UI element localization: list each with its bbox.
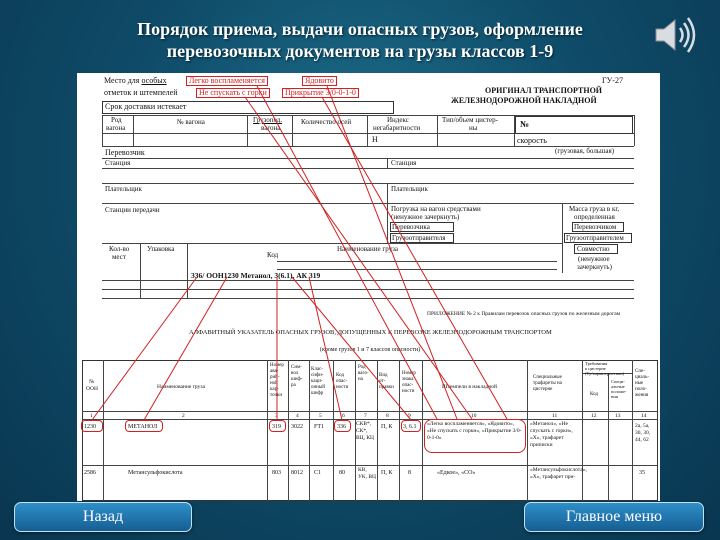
loading-shipper: Грузоотправителя (392, 234, 446, 242)
stamp-flammable: Легко воспламеняется (186, 76, 268, 86)
mass-label-2: определенная (574, 213, 615, 221)
h-etsng-2: вол (291, 371, 299, 376)
delivery-term: Срок доставки истекает (105, 102, 187, 111)
col-num: 11 (552, 413, 558, 419)
col-num: 6 (342, 413, 345, 419)
h-pieces-2: мест (112, 253, 126, 261)
h-etsng-1: Сим- (291, 365, 302, 370)
cell-stencils: «Метанол», «Не спускать с горки», «Х», трафарет приписки (530, 421, 573, 448)
h-special-3: ные (635, 381, 644, 386)
col-num: 4 (296, 413, 299, 419)
h-tank-req-2: к цистерне (585, 366, 606, 371)
h-tank-2: ны (469, 124, 478, 132)
cell-emergency: 803 (272, 470, 281, 476)
col-num: 12 (591, 413, 597, 419)
place-label-2: отметок и штемпелей (104, 88, 178, 97)
cell-special: 2а, 5а, 30, 30, 44, 62 (635, 423, 651, 443)
h-cartype-3: на (358, 377, 363, 382)
h-class-5: шифр (311, 391, 324, 396)
main-menu-button[interactable]: Главное меню (524, 502, 704, 532)
h-emergency-6: точки (270, 393, 283, 398)
h-tank-1: Тип/объем цистер- (442, 116, 498, 124)
h-hazard-1: Код (336, 373, 344, 378)
h-class-4: онный (311, 385, 325, 390)
h-emergency-1: Номер (270, 363, 284, 368)
station-1: Станция (105, 159, 131, 167)
loading-label-2: (ненужное зачеркнуть) (391, 213, 460, 221)
col-num: 5 (319, 413, 322, 419)
h-capacity-1: Грузопод. (253, 116, 283, 124)
col-num: 13 (615, 413, 621, 419)
cell-emergency: 319 (272, 424, 281, 430)
stamp-no-hump: Не спускать с горки (196, 88, 270, 98)
slide-title-line-2: перевозочных документов на грузы классов 1-9 (166, 41, 554, 61)
h-class-2: сифи- (311, 373, 324, 378)
h-un-2: ООН (86, 386, 98, 392)
h-stencils-2: трафареты на (533, 381, 562, 386)
cell-stencils: «Метансульфокислота», «Х», трафарет при- (530, 467, 587, 480)
station-2: Станция (391, 159, 417, 167)
h-tank-special-3: положе- (611, 389, 627, 394)
h-tank-special-1: Специ- (611, 379, 625, 384)
payer-1: Плательщик (105, 185, 142, 193)
h-cover-3: опас- (402, 383, 414, 388)
cell-name: МЕТАНОЛ (128, 424, 158, 430)
h-capacity-2: вагона (261, 124, 281, 132)
cell-sign: 3, 6.1 (403, 424, 417, 430)
appendix-title: АЛФАВИТНЫЙ УКАЗАТЕЛЬ ОПАСНЫХ ГРУЗОВ, ДОПУЩЕННЫХ К ПЕРЕВОЗКЕ ЖЕЛЕЗНОДОРОЖНЫМ ТРАНСПОРТОМ (189, 329, 552, 336)
h-code: Код (267, 251, 279, 259)
cell-shipping: П, К (381, 470, 393, 476)
h-tank-code: Код (590, 392, 598, 397)
cell-un: 2586 (84, 470, 96, 476)
appendix-subtitle: (кроме грузов 1 и 7 классов опасности) (320, 347, 421, 353)
h-tank-special-2: альные (611, 384, 625, 389)
h-class-1: Клас- (311, 367, 323, 372)
h-etsng-4: ра (291, 383, 296, 388)
h-stencils-1: Специальные (533, 375, 562, 380)
col-num: 1 (90, 413, 93, 419)
h-cover-2: знака (402, 377, 414, 382)
slide-title (60, 18, 660, 62)
mass-note-2: зачеркнуть) (577, 263, 612, 271)
speed-value: (грузовая, большая) (555, 147, 615, 155)
h-etsng-3: шиф- (291, 377, 303, 382)
h-hazard-3: ности (336, 385, 349, 390)
h-emergency-3: рий- (270, 375, 280, 380)
h-stamps: Штемпели в накладной (442, 384, 497, 390)
h-packing: Упаковка (147, 245, 175, 253)
h-car-no: № вагона (177, 118, 205, 126)
h-special-2: циаль- (635, 375, 650, 380)
mass-shipper: Грузоотправителем (566, 234, 624, 242)
h-tank-req-3: (Ту/характеристики) (585, 371, 625, 376)
payer-2: Плательщик (391, 185, 428, 193)
cell-stamps: «Едкое», «СО» (437, 470, 476, 476)
cell-shipping: П, К (381, 424, 393, 430)
h-cargo-name: Наименование груза (337, 245, 399, 253)
h-emergency-2: ава- (270, 369, 279, 374)
slide-title-line-1: Порядок приема, выдачи опасных грузов, оформление (137, 19, 583, 39)
h-number-sign: № (520, 119, 530, 129)
h-cover-4: ности (402, 389, 415, 394)
cell-car-type: КВ, УК, ВЦ (358, 467, 376, 480)
h-shipping-1: Вид (379, 373, 388, 378)
speed-label: скорость (517, 136, 547, 145)
speaker-icon[interactable] (652, 12, 698, 58)
cell-stamps: «Легко воспламеняется», «Ядовито», «Не спускать с горки», «Прикрытие 3/0-0-1-0» (427, 421, 522, 441)
loading-carrier: Перевозчика (392, 223, 430, 231)
back-button[interactable]: Назад (14, 502, 192, 532)
cargo-entry: 336/ ООН1230 Метанол, 3(6.1), АК 319 (191, 271, 321, 280)
h-emergency-4: ной (270, 381, 278, 386)
document-image (77, 73, 660, 501)
place-label-1: Место для (104, 76, 140, 85)
mass-carrier: Перевозчиком (574, 223, 617, 231)
stamp-cover: Прикрытие 3/0-0-1-0 (282, 88, 359, 98)
connector-lines (77, 73, 660, 501)
h-cartype-1: Род (358, 365, 366, 370)
h-special-4: поло- (635, 387, 647, 392)
mass-label-1: Масса груза в кг, (569, 205, 620, 213)
h-tank-req-1: Требования (585, 361, 608, 366)
cell-un: 1230 (84, 424, 96, 430)
h-car-type-1: Род (111, 116, 122, 124)
col-num: 14 (641, 413, 647, 419)
h-shipping-3: правки (379, 385, 394, 390)
cell-class: C1 (314, 470, 322, 476)
mass-joint: Совместно (577, 245, 610, 253)
h-shipping-2: от- (379, 379, 386, 384)
h-un-1: № (89, 379, 95, 385)
h-car-type-2: вагона (106, 124, 126, 132)
h-hazard-2: опас- (336, 379, 348, 384)
cell-hazard: 336 (337, 424, 346, 430)
original-title-2: ЖЕЛЕЗНОДОРОЖНОЙ НАКЛАДНОЙ (451, 96, 597, 105)
cell-sign: 8 (408, 470, 411, 476)
h-pieces-1: Кол-во (109, 245, 130, 253)
h-special-5: жения (635, 393, 649, 398)
carrier: Перевозчик (105, 148, 145, 157)
h-special-1: Спе- (635, 369, 645, 374)
col-num: 7 (364, 413, 367, 419)
cell-special: 35 (639, 470, 645, 476)
place-label-special: особых (141, 76, 167, 85)
cell-etsng: 3022 (291, 424, 303, 430)
appendix-note: ПРИЛОЖЕНИЕ № 2 к Правилам перевозок опасных грузов по железным дорогам (427, 311, 621, 317)
col-num: 8 (386, 413, 389, 419)
h-stencils-3: цистерне (533, 387, 553, 392)
col-num: 2 (182, 413, 185, 419)
original-title-1: ОРИГИНАЛ ТРАНСПОРТНОЙ (485, 86, 603, 95)
col-num: 3 (275, 413, 278, 419)
cell-class: FT1 (314, 424, 325, 430)
loading-label-1: Погрузка на вагон средствами (391, 205, 481, 213)
oversize-value: Н (372, 135, 378, 144)
cell-hazard: 80 (339, 470, 345, 476)
h-axles: Количество осей (301, 118, 352, 126)
h-oversize-1: Индекс (387, 116, 409, 124)
form-code: ГУ-27 (602, 76, 623, 85)
cell-etsng: 8012 (291, 470, 303, 476)
h-emergency-5: кар- (270, 387, 279, 392)
h-name: Наименование груза (157, 384, 205, 390)
cell-car-type: СКВ*, СК*, ВЦ, КЦ (356, 421, 375, 441)
h-cover-1: Номер (402, 371, 416, 376)
h-oversize-2: негабаритности (373, 124, 421, 132)
col-num: 10 (471, 413, 477, 419)
h-class-3: каци- (311, 379, 323, 384)
transfer-stations: Станции передачи (105, 206, 160, 214)
cell-name: Метансульфокислота (128, 470, 183, 476)
h-tank-special-4: ния (611, 394, 618, 399)
mass-note-1: (ненужное (578, 255, 610, 263)
stamp-toxic: Ядовито (302, 76, 337, 86)
h-cartype-2: ваго- (358, 371, 369, 376)
col-num: 9 (408, 413, 411, 419)
